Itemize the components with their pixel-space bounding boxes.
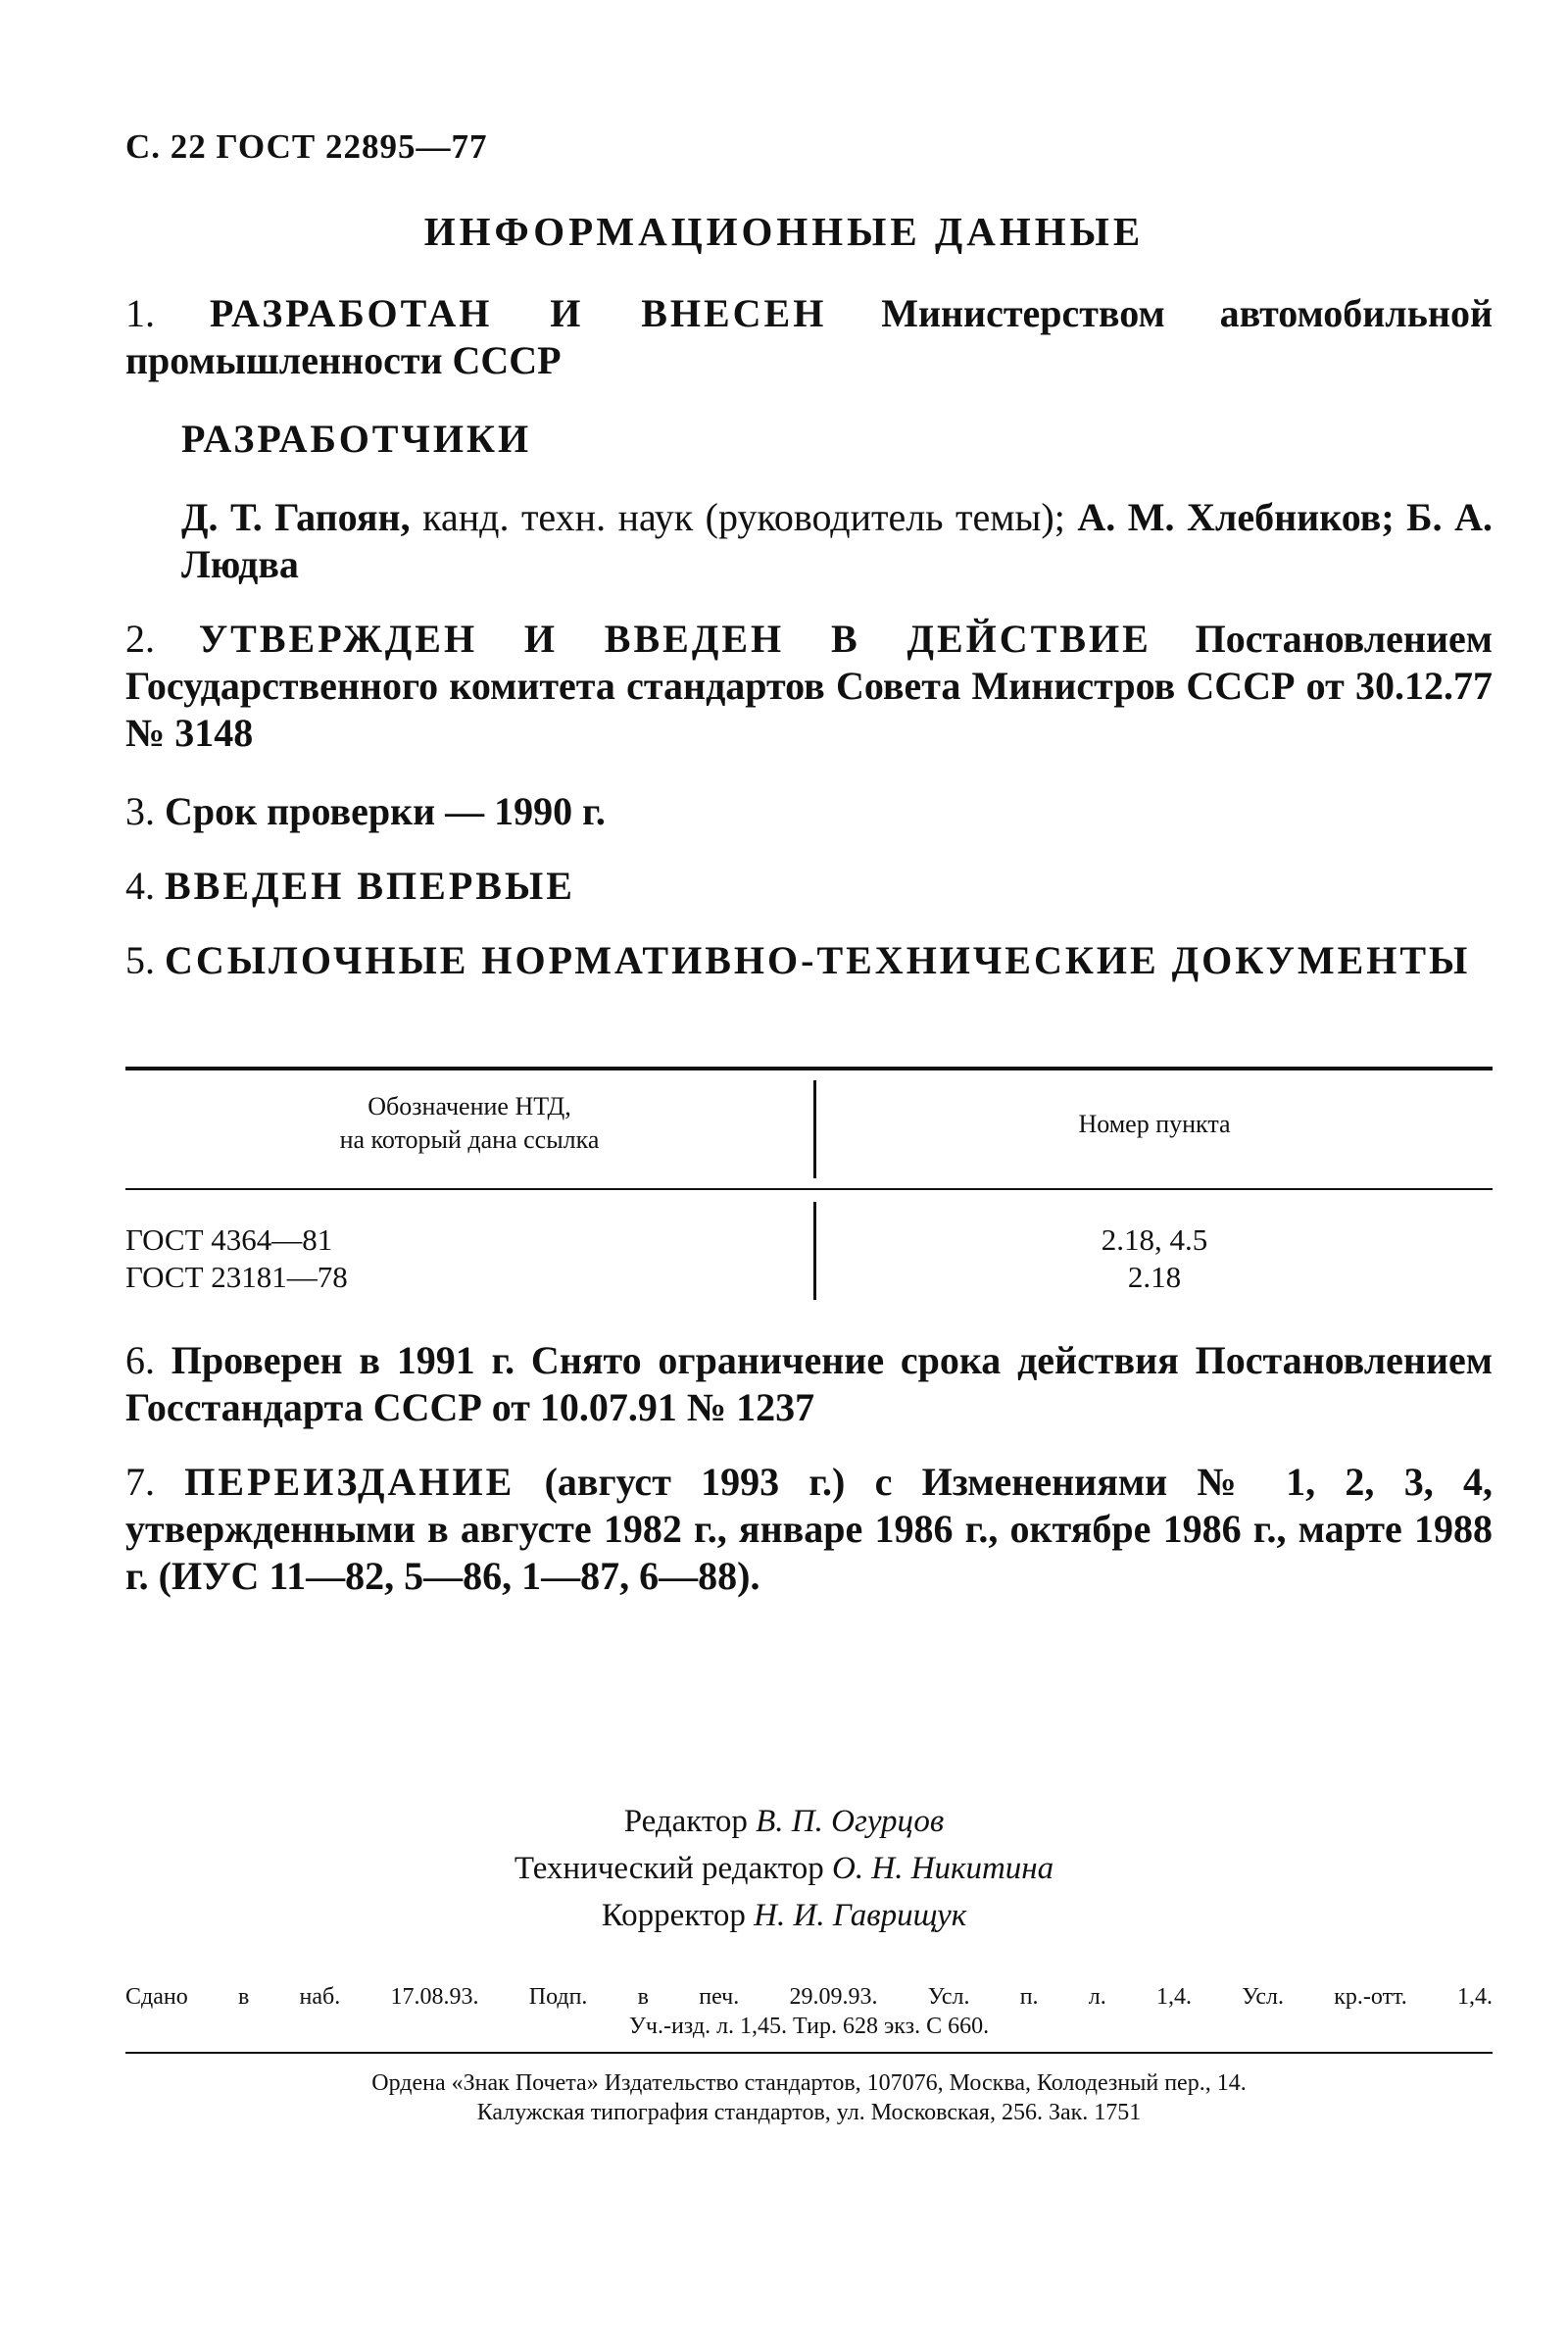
item-caps: ССЫЛОЧНЫЕ НОРМАТИВНО-ТЕХНИЧЕСКИЕ ДОКУМЕНТЫ (165, 938, 1471, 982)
table-cell-points: 2.18 (1127, 1260, 1182, 1294)
item-caps: ВВЕДЕН ВПЕРВЫЕ (165, 864, 575, 908)
editor-name: В. П. Огурцов (756, 1804, 945, 1839)
page-header: С. 22 ГОСТ 22895—77 (125, 127, 488, 166)
item-number: 7. (125, 1460, 155, 1504)
developer-name: Д. Т. Гапоян, (181, 495, 411, 539)
item-text: Проверен в 1991 г. Снято ограничение срока действия Постановлением Госстандарта СССР от 10.07.91 № 1237 (125, 1338, 1493, 1429)
table-cell-doc: ГОСТ 23181—78 (125, 1260, 348, 1294)
item-4 (125, 863, 1493, 910)
developer-name: Б. А. Людва (181, 495, 1494, 586)
corrector-name: Н. И. Гаврищук (754, 1898, 967, 1933)
corrector-line (0, 1892, 1568, 1939)
credits (0, 1798, 1568, 1939)
item-number: 5. (125, 938, 155, 982)
developers-list (181, 494, 1493, 588)
developers-heading: РАЗРАБОТЧИКИ (181, 417, 532, 461)
item-caps: ПЕРЕИЗДАНИЕ (184, 1460, 515, 1504)
imprint-divider (125, 2052, 1493, 2054)
table-header-rule (125, 1188, 1493, 1190)
col-header-point: Номер пункта (1078, 1110, 1231, 1138)
item-5 (125, 937, 1493, 984)
table-cell-doc: ГОСТ 4364—81 (125, 1222, 333, 1257)
col-header-line: Обозначение НТД, (368, 1092, 571, 1120)
item-3 (125, 788, 1493, 835)
tech-editor-label: Технический редактор (514, 1851, 824, 1886)
item-caps: РАЗРАБОТАН И ВНЕСЕН (209, 291, 827, 335)
col-header-line: на который дана ссылка (339, 1125, 600, 1154)
developer-name: А. М. Хлебников; (1077, 495, 1395, 539)
item-2 (125, 616, 1493, 757)
col-header-designation (125, 1090, 813, 1157)
page-title: ИНФОРМАЦИОННЫЕ ДАННЫЕ (423, 209, 1145, 254)
table-cell-points: 2.18, 4.5 (1101, 1222, 1208, 1257)
printer-line: Калужская типография стандартов, ул. Московская, 256. Зак. 1751 (476, 2100, 1142, 2125)
item-caps: УТВЕРЖДЕН И ВВЕДЕН В ДЕЙСТВИЕ (198, 617, 1152, 661)
corrector-label: Корректор (601, 1898, 746, 1933)
editor-line (0, 1798, 1568, 1845)
item-number: 6. (125, 1338, 155, 1382)
imprint-line-2: Уч.-изд. л. 1,45. Тир. 628 экз. С 660. (628, 2014, 990, 2039)
item-6 (125, 1337, 1493, 1431)
item-number: 3. (125, 789, 155, 833)
item-7 (125, 1459, 1493, 1600)
tech-editor-name: О. Н. Никитина (832, 1851, 1054, 1886)
imprint-line-1: Сдано в наб. 17.08.93. Подп. в печ. 29.09.93. Усл. п. л. 1,4. Усл. кр.-отт. 1,4. (125, 1984, 1493, 2010)
item-1 (125, 290, 1493, 384)
editor-label: Редактор (623, 1804, 748, 1839)
item-text: (август 1993 г.) с Изменениями № 1, 2, 3, 4, утвержденными в августе 1982 г., январе 1986 г., октябре 1986 г., марте 1988 г. (ИУС 11—82, 5—86, 1—87, 6—88). (125, 1460, 1493, 1598)
item-number: 4. (125, 864, 155, 908)
tech-editor-line (0, 1845, 1568, 1892)
item-text: Министерством автомобильной промышленности СССР (125, 291, 1493, 382)
table-top-rule (125, 1067, 1493, 1070)
item-text: Срок проверки — 1990 г. (165, 789, 606, 833)
item-number: 1. (125, 291, 155, 335)
item-text: Постановлением Государственного комитета стандартов Совета Министров СССР от 30.12.77 № 3148 (125, 617, 1494, 755)
developer-role: канд. техн. наук (руководитель темы); (422, 495, 1065, 539)
publisher-line: Ордена «Знак Почета» Издательство стандартов, 107076, Москва, Колодезный пер., 14. (371, 2070, 1247, 2096)
item-number: 2. (125, 617, 155, 661)
